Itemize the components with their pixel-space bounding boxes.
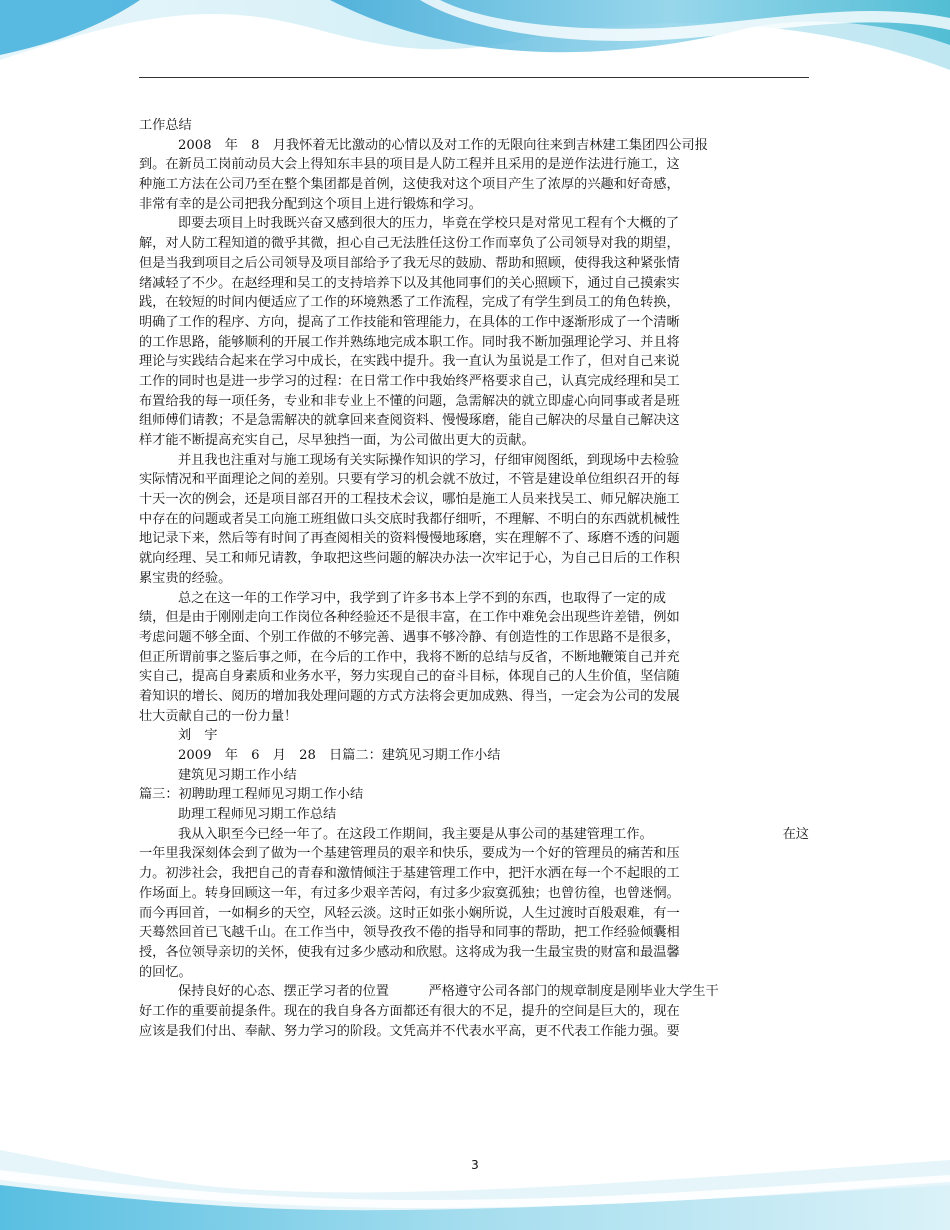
text-line: 绪减轻了不少。在赵经理和吴工的支持培养下以及其他同事们的关心照顾下，通过自己摸索实 <box>139 275 680 291</box>
text-line: 地记录下来，然后等有时间了再查阅相关的资料慢慢地琢磨，实在理解不了、琢磨不透的问题 <box>139 531 680 547</box>
text-line: 作场面上。转身回顾这一年，有过多少艰辛苦闷，有过多少寂寞孤独；也曾彷徨，也曾迷惘。 <box>139 885 680 901</box>
text-line: 累宝贵的经验。 <box>139 570 232 586</box>
text-line: 力。初涉社会，我把自己的青春和激情倾注于基建管理工作中，把汗水洒在每一个不起眼的工 <box>139 866 680 882</box>
text-line: 理论与实践结合起来在学习中成长，在实践中提升。我一直认为虽说是工作了，但对自己来说 <box>139 354 680 370</box>
text-line: 组师傅们请教；不是急需解决的就拿回来查阅资料、慢慢琢磨，能自己解决的尽量自己解决这 <box>139 413 680 429</box>
text-line-main: 我从入职至今已经一年了。在这段工作期间，我主要是从事公司的基建管理工作。 <box>178 826 653 842</box>
text-line: 的工作思路，能够顺利的开展工作并熟练地完成本职工作。同时我不断加强理论学习、并且将 <box>139 334 680 350</box>
text-line: 解，对人防工程知道的微乎其微，担心自己无法胜任这份工作而辜负了公司领导对我的期望， <box>139 236 680 252</box>
text-line: 2009 年 6 月 28 日篇二：建筑见习期工作小结 <box>178 748 501 763</box>
text-line: 而今再回首，一如桐乡的天空，风轻云淡。这时正如张小娴所说，人生过渡时百般艰难，有一 <box>139 905 680 921</box>
text-line: 绩，但是由于刚刚走向工作岗位各种经验还不是很丰富，在工作中难免会出现些许差错，例如 <box>139 610 680 626</box>
text-line: 篇三：初聘助理工程师见习期工作小结 <box>139 787 364 803</box>
text-line <box>139 825 809 845</box>
text-line: 一年里我深刻体会到了做为一个基建管理员的艰辛和快乐，要成为一个好的管理员的痛苦和压 <box>139 846 680 862</box>
text-line: 并且我也注重对与施工现场有关实际操作知识的学习，仔细审阅图纸，到现场中去检验 <box>178 452 680 468</box>
text-line: 天蓦然回首已飞越千山。在工作当中，领导孜孜不倦的指导和同事的帮助，把工作经验倾囊相 <box>139 925 680 941</box>
text-line: 着知识的增长、阅历的增加我处理问题的方式方法将会更加成熟、得当，一定会为公司的发展 <box>139 688 680 704</box>
text-line: 明确了工作的程序、方向，提高了工作技能和管理能力，在具体的工作中逐渐形成了一个清晰 <box>139 314 680 330</box>
text-line: 工作总结 <box>139 118 192 133</box>
text-line: 中存在的问题或者吴工向施工班组做口头交底时我都仔细听，不理解、不明白的东西就机械性 <box>139 511 680 527</box>
text-line: 的回忆。 <box>139 964 192 980</box>
text-line: 践，在较短的时间内便适应了工作的环境熟悉了工作流程，完成了有学生到员工的角色转换， <box>139 295 680 311</box>
text-line: 十天一次的例会，还是项目部召开的工程技术会议，哪怕是施工人员来找吴工、师兄解决施工 <box>139 492 680 508</box>
text-line: 样才能不断提高充实自己，尽早独挡一面，为公司做出更大的贡献。 <box>139 433 535 448</box>
text-line: 好工作的重要前提条件。现在的我自身各方面都还有很大的不足，提升的空间是巨大的，现在 <box>139 1003 680 1019</box>
text-line: 应该是我们付出、奉献、努力学习的阶段。文凭高并不代表水平高，更不代表工作能力强。要 <box>139 1023 680 1039</box>
text-line: 实自己，提高自身素质和业务水平，努力实现自己的奋斗目标，体现自己的人生价值，坚信随 <box>139 669 680 685</box>
text-line: 非常有幸的是公司把我分配到这个项目上进行锻炼和学习。 <box>139 196 482 212</box>
document-body <box>139 116 809 1041</box>
text-line: 刘 宇 <box>178 728 218 744</box>
text-line: 建筑见习期工作小结 <box>178 767 297 783</box>
page-number: 3 <box>471 1158 479 1172</box>
text-line: 种施工方法在公司乃至在整个集团都是首例，这使我对这个项目产生了浓厚的兴趣和好奇感， <box>139 177 680 193</box>
text-line: 总之在这一年的工作学习中，我学到了许多书本上学不到的东西，也取得了一定的成 <box>178 590 666 606</box>
text-line: 工作的同时也是进一步学习的过程：在日常工作中我始终严格要求自己，认真完成经理和吴工 <box>139 373 680 389</box>
header-rule <box>139 77 809 78</box>
text-line: 实际情况和平面理论之间的差别。只要有学习的机会就不放过，不管是建设单位组织召开的每 <box>139 472 680 488</box>
text-line: 助理工程师见习期工作总结 <box>178 807 337 823</box>
text-line: 保持良好的心态、摆正学习者的位置 严格遵守公司各部门的规章制度是刚毕业大学生干 <box>178 984 719 1000</box>
text-line: 考虑问题不够全面、个别工作做的不够完善、遇事不够冷静、有创造性的工作思路不是很多， <box>139 629 680 645</box>
text-line: 但正所谓前事之鉴后事之师，在今后的工作中，我将不断的总结与反省，不断地鞭策自己并充 <box>139 649 680 665</box>
text-line: 即要去项目上时我既兴奋又感到很大的压力，毕竟在学校只是对常见工程有个大概的了 <box>178 216 680 232</box>
text-line: 就向经理、吴工和师兄请教，争取把这些问题的解决办法一次牢记于心，为自己日后的工作积 <box>139 551 680 567</box>
text-line: 但是当我到项目之后公司领导及项目部给予了我无尽的鼓励、帮助和照顾，使得我这种紧张情 <box>139 255 680 271</box>
text-line: 授，各位领导亲切的关怀，使我有过多少感动和欣慰。这将成为我一生最宝贵的财富和最温馨 <box>139 944 680 960</box>
text-line: 2008 年 8 月我怀着无比激动的心情以及对工作的无限向往来到吉林建工集团四公司报 <box>178 137 708 153</box>
text-line: 到。在新员工岗前动员大会上得知东丰县的项目是人防工程并且采用的是逆作法进行施工，这 <box>139 157 680 173</box>
text-line: 布置给我的每一项任务，专业和非专业上不懂的问题，急需解决的就立即虚心向同事或者是班 <box>139 393 680 409</box>
text-line: 壮大贡献自己的一份力量！ <box>139 708 298 724</box>
text-line-right: 在这 <box>782 826 809 842</box>
